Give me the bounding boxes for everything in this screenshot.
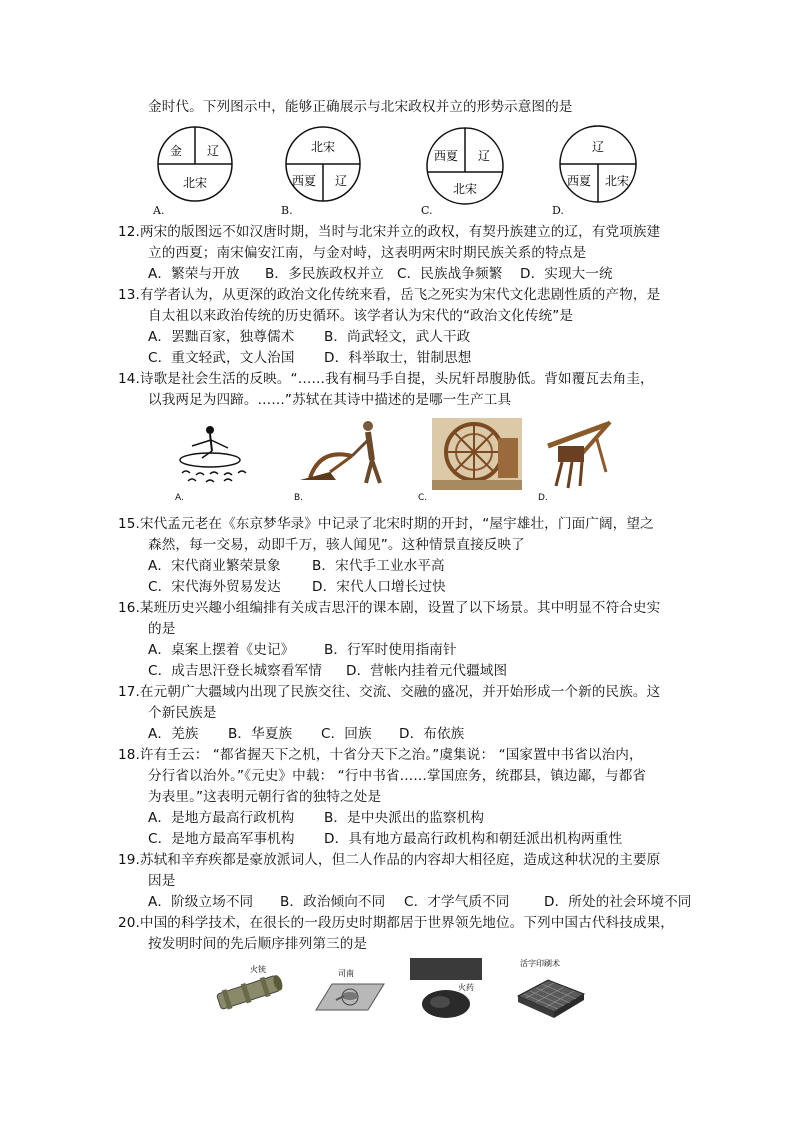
q17-option-a[interactable]: A．羌族 [148, 726, 199, 742]
diagram-a-cell-2: 辽 [206, 144, 220, 158]
q11-stem-tail: 金时代。下列图示中，能够正确展示与北宋政权并立的形势示意图的是 [148, 99, 573, 115]
q16-stem-2: 的是 [148, 621, 176, 637]
caption-movable-type: 活字印刷术 [520, 959, 560, 968]
q13-stem-1: 13.有学者认为，从更深的政治文化传统来看，岳飞之死实为宋代文化悲剧性质的产物，是 [118, 287, 661, 303]
diagram-d-cell-1: 辽 [591, 140, 605, 154]
q20-stem-2: 按发明时间的先后顺序排列第三的是 [148, 936, 368, 952]
q15-options-row-2 [148, 577, 446, 597]
q12-stem-1: 12.两宋的版图远不如汉唐时期，当时与北宋并立的政权，有契丹族建立的辽，有党项族建 [118, 224, 661, 240]
q13-option-a[interactable]: A．罢黜百家，独尊儒术 [148, 329, 295, 345]
q12-option-a[interactable]: A．繁荣与开放 [148, 266, 240, 282]
q16-option-d[interactable]: D．营帐内挂着元代疆域图 [346, 663, 508, 679]
diagram-b-cell-2: 西夏 [291, 174, 317, 188]
q18-options-row-2 [148, 829, 622, 849]
q11-label-d: D. [552, 204, 564, 217]
diagram-c-cell-2: 辽 [477, 149, 491, 163]
diagram-d-cell-2: 西夏 [566, 174, 592, 188]
diagram-a-cell-3: 北宋 [182, 176, 208, 190]
q14-label-a: A. [175, 493, 184, 503]
q11-label-b: B. [281, 204, 293, 217]
q12-option-d[interactable]: D．实现大一统 [520, 266, 613, 282]
q19-options [148, 892, 692, 912]
q14-stem-1: 14.诗歌是社会生活的反映。“……我有桐马手自提，头尻轩昂腹胁低。背如覆瓦去角圭， [118, 371, 654, 387]
q15-stem-2: 森然，每一交易，动即千万，骇人闻见”。这种情景直接反映了 [148, 537, 525, 553]
q19-option-c[interactable]: C．才学气质不同 [404, 894, 510, 910]
q14-label-b: B. [294, 493, 304, 503]
q12-stem-2: 立的西夏；南宋偏安江南，与金对峙，这表明两宋时期民族关系的特点是 [148, 245, 587, 261]
q20-image-gunpowder [410, 958, 482, 1022]
q18-options-row-1 [148, 808, 484, 828]
diagram-d-cell-3: 北宋 [604, 174, 630, 188]
diagram-b-cell-1: 北宋 [310, 140, 336, 154]
q14-stem-2: 以我两足为四蹄。……”苏轼在其诗中描述的是哪一生产工具 [148, 392, 512, 408]
q18-option-b[interactable]: B．是中央派出的监察机构 [324, 810, 485, 826]
q15-option-a[interactable]: A．宋代商业繁荣景象 [148, 558, 281, 574]
q19-option-d[interactable]: D．所处的社会环境不同 [544, 894, 692, 910]
q16-stem-1: 16.某班历史兴趣小组编排有关成吉思汗的课本剧，设置了以下场景。其中明显不符合史实 [118, 600, 661, 616]
q18-option-c[interactable]: C．是地方最高军事机构 [148, 831, 295, 847]
caption-compass: 司南 [338, 969, 354, 978]
q20-image-movable-type [508, 956, 590, 1022]
diagram-c-cell-3: 北宋 [452, 182, 478, 196]
q13-option-d[interactable]: D．科举取士，钳制思想 [324, 350, 472, 366]
q12-option-c[interactable]: C．民族战争频繁 [397, 266, 503, 282]
q14-label-c: C. [418, 493, 428, 503]
q11-diagram-b [278, 122, 378, 222]
q11-diagram-a [150, 122, 250, 222]
q15-stem-1: 15.宋代孟元老在《东京梦华录》中记录了北宋时期的开封，“屋宇雄壮，门面广阔，望之 [118, 516, 654, 532]
q16-options-row-2 [148, 661, 507, 681]
q16-option-a[interactable]: A．桌案上摆着《史记》 [148, 642, 295, 658]
q18-stem-3: 为表里。”这表明元朝行省的独特之处是 [148, 789, 382, 805]
diagram-c-cell-1: 西夏 [433, 149, 459, 163]
q16-option-c[interactable]: C．成吉思汗登长城察看军情 [148, 663, 322, 679]
q17-option-c[interactable]: C．回族 [321, 726, 372, 742]
q18-stem-1: 18.许有壬云： “都省握天下之机，十省分天下之治。”虞集说： “国家置中书省以治内， [118, 747, 643, 763]
q12-option-b[interactable]: B．多民族政权并立 [265, 266, 384, 282]
q19-option-a[interactable]: A．阶级立场不同 [148, 894, 254, 910]
q13-option-b[interactable]: B．尚武轻文，武人干政 [324, 329, 471, 345]
q15-option-c[interactable]: C．宋代海外贸易发达 [148, 579, 281, 595]
q13-option-c[interactable]: C．重文轻武，文人治国 [148, 350, 295, 366]
q11-diagram-d [552, 122, 652, 222]
q17-stem-1: 17.在元朝广大疆域内出现了民族交往、交流、交融的盛况，并开始形成一个新的民族。这 [118, 684, 661, 700]
q16-options-row-1 [148, 640, 457, 660]
q18-option-d[interactable]: D．具有地方最高行政机构和朝廷派出机构两重性 [324, 831, 623, 847]
q19-stem-1: 19.苏轼和辛弃疾都是豪放派词人，但二人作品的内容却大相径庭，造成这种状况的主要原 [118, 852, 661, 868]
diagram-b-cell-3: 辽 [334, 174, 348, 188]
q18-stem-2: 分行省以治外。”《元史》中载： “行中书省……掌国庶务，统郡县，镇边鄙，与都省 [148, 768, 647, 784]
q14-image-a-rice-transplanter [172, 418, 262, 488]
q11-label-a: A. [153, 204, 165, 217]
q15-option-d[interactable]: D．宋代人口增长过快 [312, 579, 446, 595]
q14-image-d-seeder [540, 416, 620, 494]
caption-gunpowder: 火药 [458, 983, 474, 992]
q13-options-row-1 [148, 327, 470, 347]
q13-options-row-2 [148, 348, 472, 368]
q20-image-compass [308, 962, 388, 1020]
caption-fire-lance: 火铳 [250, 965, 266, 974]
q19-option-b[interactable]: B．政治倾向不同 [280, 894, 386, 910]
q14-image-c-waterwheel [432, 418, 522, 490]
q15-options-row-1 [148, 556, 445, 576]
q16-option-b[interactable]: B．行军时使用指南针 [324, 642, 457, 658]
q19-stem-2: 因是 [148, 873, 176, 889]
q17-stem-2: 个新民族是 [148, 705, 217, 721]
q12-options [148, 264, 613, 284]
q14-label-d: D. [538, 493, 548, 503]
q17-option-b[interactable]: B．华夏族 [228, 726, 293, 742]
q17-options [148, 724, 464, 744]
diagram-a-cell-1: 金 [169, 144, 183, 158]
q11-label-c: C. [421, 204, 433, 217]
q17-option-d[interactable]: D．布依族 [399, 726, 465, 742]
q18-option-a[interactable]: A．是地方最高行政机构 [148, 810, 295, 826]
q13-stem-2: 自太祖以来政治传统的历史循环。该学者认为宋代的“政治文化传统”是 [148, 308, 574, 324]
q20-image-fire-lance [210, 960, 290, 1020]
q14-image-b-plough [290, 418, 400, 488]
q15-option-b[interactable]: B．宋代手工业水平高 [312, 558, 445, 574]
q20-stem-1: 20.中国的科学技术，在很长的一段历史时期都居于世界领先地位。下列中国古代科技成果， [118, 915, 674, 931]
